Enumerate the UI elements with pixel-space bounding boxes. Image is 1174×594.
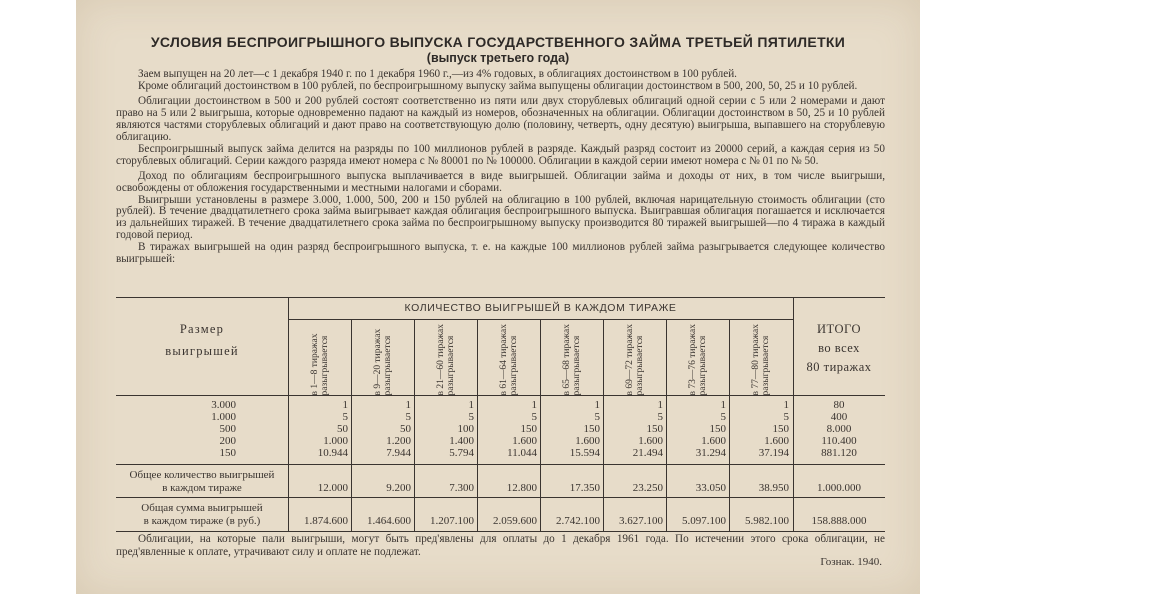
table-cell: 1	[720, 399, 726, 411]
table-cell: 50	[337, 423, 348, 435]
table-cell: 1	[657, 399, 663, 411]
header-total	[793, 320, 885, 377]
imprint: Гознак. 1940.	[820, 556, 882, 568]
sum-cell: 5.982.100	[745, 515, 789, 527]
sum-cell: 2.059.600	[493, 515, 537, 527]
count-cell: 38.950	[758, 482, 789, 494]
paragraph: Кроме облигаций достоинством в 100 рублей, по беспроигрышному выпуску займа выпущены облигации достоинством в 500, 200, 50, 25 и 10 рублей.	[138, 79, 858, 92]
table-cell: 7.944	[386, 447, 411, 459]
table-cell: 150	[646, 423, 663, 435]
table-cell: 37.194	[758, 447, 789, 459]
table-cell: 10.944	[317, 447, 348, 459]
table-cell: 1	[405, 399, 411, 411]
table-cell: 5	[342, 411, 348, 423]
header-draw-counts: КОЛИЧЕСТВО ВЫИГРЫШЕЙ В КАЖДОМ ТИРАЖЕ	[404, 302, 677, 314]
total-cell: 400	[830, 411, 848, 423]
header-text: 80 тиражах	[806, 360, 872, 374]
prize-size-cell: 3.000	[211, 399, 236, 411]
column-header: в 1—8 тиражах разыгрывается	[309, 333, 330, 395]
column-header: в 65—68 тиражах разыгрывается	[561, 323, 582, 395]
table-cell: 15.594	[569, 447, 600, 459]
total-cell: 110.400	[821, 435, 857, 447]
table-cell: 1	[531, 399, 537, 411]
count-cell: 12.800	[506, 482, 537, 494]
sum-cell: 1.874.600	[304, 515, 348, 527]
document-title: УСЛОВИЯ БЕСПРОИГРЫШНОГО ВЫПУСКА ГОСУДАРСТВЕННОГО ЗАЙМА ТРЕТЬЕЙ ПЯТИЛЕТКИ	[150, 34, 846, 50]
table-cell: 1.200	[386, 435, 411, 447]
sum-label: в каждом тираже (в руб.)	[143, 515, 261, 527]
table-cell: 1	[594, 399, 600, 411]
table-cell: 150	[520, 423, 537, 435]
table-cell: 5	[594, 411, 600, 423]
header-text: Размер	[179, 322, 225, 336]
total-cell: 8.000	[826, 423, 852, 435]
sum-cell: 1.464.600	[367, 515, 411, 527]
bond-sheet	[76, 0, 920, 594]
total-cell: 80	[833, 399, 845, 411]
prize-size-cell: 200	[219, 435, 236, 447]
table-cell: 1	[342, 399, 348, 411]
column-header: в 77—80 тиражах разыгрывается	[750, 323, 771, 395]
count-cell: 33.050	[695, 482, 726, 494]
table-cell: 1	[783, 399, 789, 411]
prize-size-cell: 150	[219, 447, 236, 459]
terms-text	[116, 69, 885, 266]
table-cell: 150	[709, 423, 726, 435]
table-cell: 150	[772, 423, 789, 435]
table-cell: 1	[468, 399, 474, 411]
footer-text: Облигации, на которые пали выигрыши, могут быть пред'явлены для оплаты до 1 декабря 1961 года. По истечении этого срока облигации, не пред'явленные к оплате, утрачивают силу и оплате не подлежат.	[116, 533, 885, 558]
table-cell: 1.600	[638, 435, 663, 447]
prize-size-cell: 1.000	[211, 411, 236, 423]
table-cell: 5.794	[449, 447, 474, 459]
table-cell: 5	[783, 411, 789, 423]
table-cell: 100	[457, 423, 474, 435]
table-cell: 1.600	[575, 435, 600, 447]
table-cell: 21.494	[632, 447, 663, 459]
count-cell: 17.350	[569, 482, 600, 494]
table-cell: 1.600	[701, 435, 726, 447]
count-cell: 7.300	[449, 482, 474, 494]
header-text: во всех	[818, 341, 860, 355]
header-text: выигрышей	[165, 344, 239, 358]
count-cell: 12.000	[317, 482, 348, 494]
column-header: в 9—20 тиражах разыгрывается	[372, 328, 393, 395]
count-cell: 23.250	[632, 482, 663, 494]
paragraph: Облигации достоинством в 500 и 200 рублей состоят соответственно из пяти или двух сторублевых облигаций одной серии с 5 или 2 номерами и дают право на 5 или 2 выигрыша, которые одновременно падают на каждый из номеров, обозначенных на облигации. Облигации достоинством в 50, 25 и 10 рублей являются частями сторублевых облигаций и дают право на соответствующую долю (половину, четверть, одну десятую) выигрыша, выпавшего на сторублевую облигацию.	[116, 94, 885, 143]
sum-cell: 3.627.100	[619, 515, 663, 527]
column-header: в 69—72 тиражах разыгрывается	[624, 323, 645, 395]
sum-total-cell: 158.888.000	[811, 515, 867, 527]
table-cell: 31.294	[695, 447, 726, 459]
table-cell: 50	[400, 423, 411, 435]
count-cell: 9.200	[386, 482, 411, 494]
count-total-cell: 1.000.000	[817, 482, 861, 494]
paragraph: В тиражах выигрышей на один разряд беспроигрышного выпуска, т. е. на каждые 100 миллионов рублей займа разыгрывается следующее количество выигрышей:	[116, 241, 885, 266]
paragraph: Заем выпущен на 20 лет—с 1 декабря 1940 г. по 1 декабря 1960 г.,—из 4% годовых, в облигациях достоинством в 100 рублей.	[138, 68, 737, 80]
table-cell: 1.600	[512, 435, 537, 447]
header-prize-size	[116, 318, 288, 362]
table-cell: 11.044	[507, 447, 537, 459]
column-header: в 61—64 тиражах разыгрывается	[498, 323, 519, 395]
table-cell: 5	[531, 411, 537, 423]
count-label: Общее количество выигрышей	[129, 469, 275, 481]
header-text: ИТОГО	[817, 322, 861, 336]
total-cell: 881.120	[821, 447, 857, 459]
table-cell: 1.000	[323, 435, 348, 447]
table-divider	[116, 464, 885, 465]
table-cell: 5	[720, 411, 726, 423]
column-header: в 21—60 тиражах разыгрывается	[435, 323, 456, 395]
sum-label: Общая сумма выигрышей	[141, 502, 263, 514]
table-cell: 5	[657, 411, 663, 423]
table-divider	[116, 497, 885, 498]
paragraph: Доход по облигациям беспроигрышного выпуска выплачивается в виде выигрышей. Облигации займа и доходы от них, в том числе выигрыши, освобождены от обложения государственными и местными налогами и сборами.	[116, 169, 885, 194]
count-label: в каждом тираже	[162, 482, 242, 494]
document-subtitle: (выпуск третьего года)	[426, 51, 570, 65]
table-cell: 5	[405, 411, 411, 423]
sum-cell: 2.742.100	[556, 515, 600, 527]
table-cell: 1.600	[764, 435, 789, 447]
sum-cell: 1.207.100	[430, 515, 474, 527]
winnings-table	[116, 297, 885, 532]
table-cell: 5	[468, 411, 474, 423]
sum-cell: 5.097.100	[682, 515, 726, 527]
footer-note	[116, 533, 885, 558]
prize-size-cell: 500	[219, 423, 236, 435]
table-cell: 150	[583, 423, 600, 435]
paragraph: Беспроигрышный выпуск займа делится на разряды по 100 миллионов рублей в разряде. Каждый разряд состоит из 20000 серий, а каждая серия из 50 сторублевых облигаций. Серии каждого разряда имеют номера с № 80001 по № 100000. Облигации в каждой серии имеют номера с № 01 по № 50.	[116, 142, 885, 167]
table-cell: 1.400	[449, 435, 474, 447]
paragraph: Выигрыши установлены в размере 3.000, 1.000, 500, 200 и 150 рублей на облигацию в 100 рублей, включая нарицательную стоимость облигации (сто рублей). В течение двадцатилетнего срока займа выигрывает каждая облигация беспроигрышного выпуска. Выигравшая облигация погашается и исключается из дальнейших тиражей. В течение двадцатилетнего срока займа по беспроигрышному выпуску производится 80 тиражей выигрышей—по 4 тиража в каждый годовой период.	[116, 193, 885, 242]
column-header: в 73—76 тиражах разыгрывается	[687, 323, 708, 395]
